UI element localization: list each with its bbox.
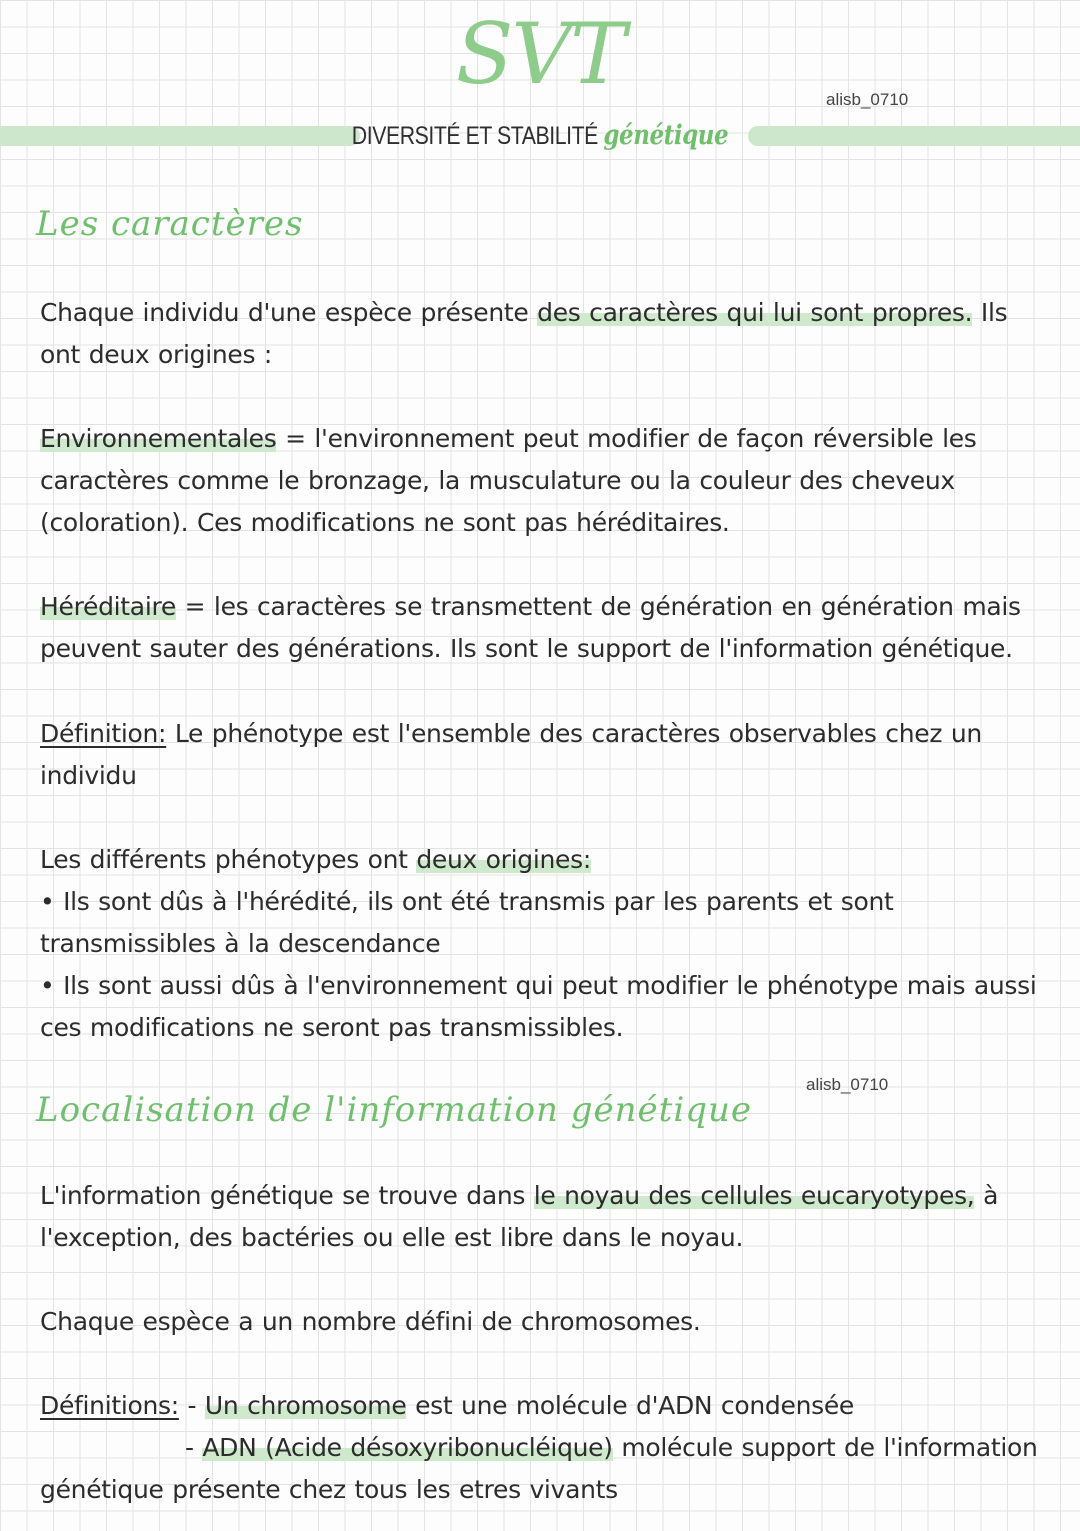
intro-text: Chaque individu d'une espèce présente xyxy=(40,298,538,327)
intro-paragraph xyxy=(40,292,1045,376)
definition-dash: - xyxy=(178,1391,205,1420)
page-subtitle xyxy=(81,116,999,156)
definition-label: Définition: xyxy=(40,719,167,748)
localisation-text: L'information génétique se trouve dans xyxy=(40,1181,534,1210)
localisation-paragraph xyxy=(40,1175,1045,1259)
subtitle-plain: DIVERSITÉ ET STABILITÉ xyxy=(351,122,598,150)
definition-line-2 xyxy=(40,1427,1045,1511)
chromosome-definition: est une molécule d'ADN condensée xyxy=(406,1391,855,1420)
localisation-highlight: le noyau des cellules eucaryotypes, xyxy=(533,1181,975,1210)
definitions-block xyxy=(40,1385,1045,1511)
definition-text: Le phénotype est l'ensemble des caractères observables chez un individu xyxy=(40,719,982,790)
page-title: SVT xyxy=(455,5,625,103)
intro-highlight: des caractères qui lui sont propres. xyxy=(537,298,973,327)
definition-dash: - xyxy=(185,1433,203,1462)
subtitle-accent: génétique xyxy=(603,120,729,151)
chromosome-count: Chaque espèce a un nombre défini de chromosomes. xyxy=(40,1307,701,1336)
environmental-text: = l'environnement peut modifier de façon réversible les caractères comme le bronzage, la musculature ou la couleur des cheveux (coloration). Ces modifications ne sont pas héréditaires. xyxy=(40,424,977,537)
phenotype-definition xyxy=(40,713,1045,797)
phenotype-origins xyxy=(40,839,1045,1049)
list-item: • Ils sont dûs à l'hérédité, ils ont été transmis par les parents et sont transmissibles à la descendance xyxy=(40,887,894,958)
section-heading-caracteres: Les caractères xyxy=(36,204,304,244)
phenotype-origins-line xyxy=(40,839,1045,881)
localisation-text-end: à l'exception, des bactéries ou elle est libre dans le noyau. xyxy=(40,1181,999,1252)
adn-definition: molécule support de l'information génétique présente chez tous les etres vivants xyxy=(40,1433,1038,1504)
intro-text-end: Ils ont deux origines : xyxy=(40,298,1008,369)
adn-term: ADN (Acide désoxyribonucléique) xyxy=(202,1433,613,1462)
hereditary-paragraph xyxy=(40,586,1045,670)
chromosome-term: Un chromosome xyxy=(204,1391,407,1420)
hereditary-term: Héréditaire xyxy=(40,592,176,621)
hereditary-text: = les caractères se transmettent de génération en génération mais peuvent sauter des générations. Ils sont le support de l'information génétique. xyxy=(40,592,1021,663)
phenotype-origins-highlight: deux origines: xyxy=(416,845,591,874)
list-item: • Ils sont aussi dûs à l'environnement qui peut modifier le phénotype mais aussi ces modifications ne seront pas transmissibles. xyxy=(40,971,1037,1042)
phenotype-origins-text: Les différents phénotypes ont xyxy=(40,845,417,874)
definitions-label: Définitions: xyxy=(40,1391,179,1420)
author-handle-top: alisb_0710 xyxy=(826,90,909,109)
environmental-paragraph xyxy=(40,418,1045,544)
section-heading-localisation: Localisation de l'information génétique xyxy=(36,1090,752,1130)
environmental-term: Environnementales xyxy=(40,424,277,453)
author-handle-mid: alisb_0710 xyxy=(806,1075,889,1094)
definition-line-1 xyxy=(40,1385,1045,1427)
